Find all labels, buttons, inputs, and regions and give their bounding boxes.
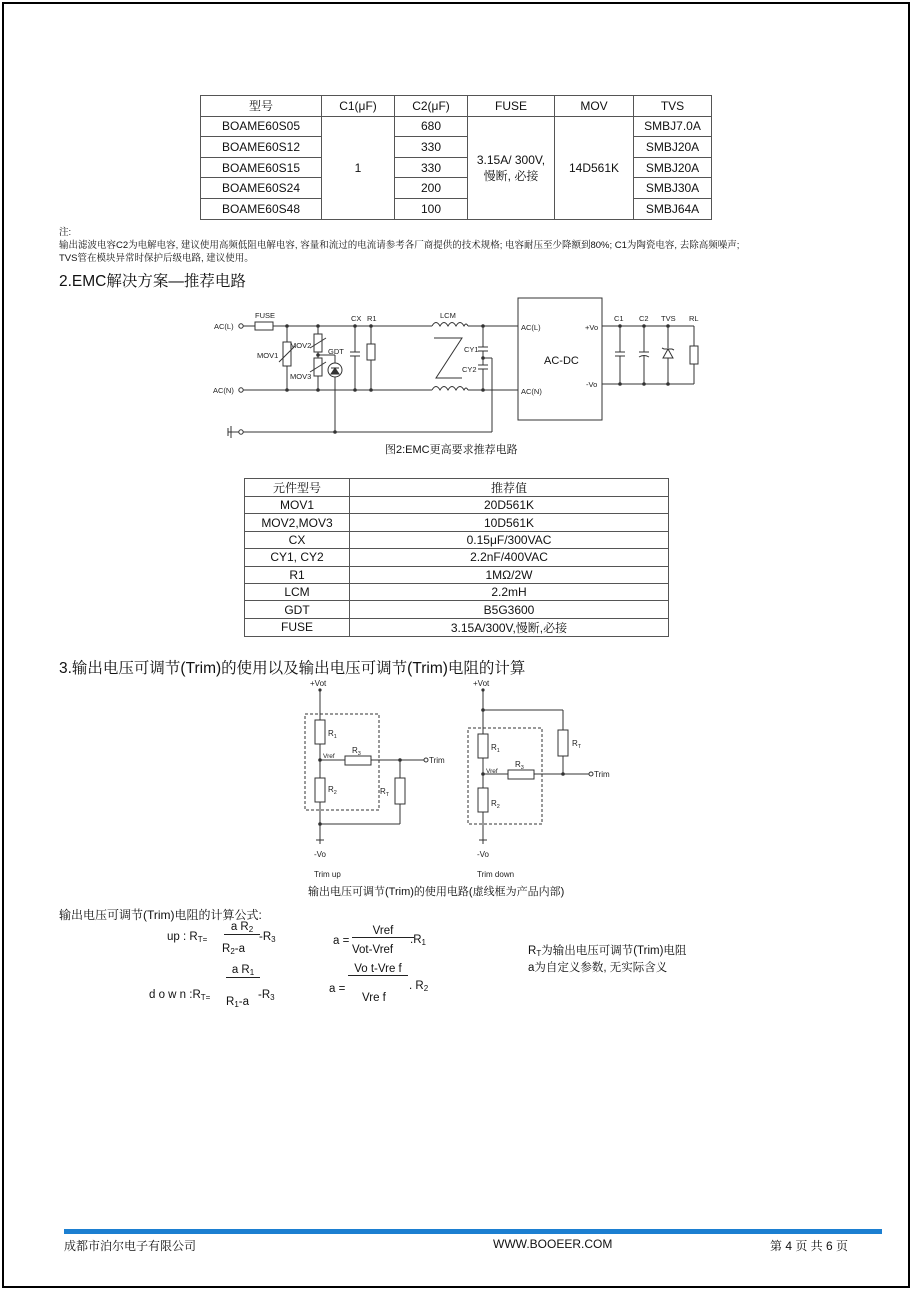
value-cell: 20D561K: [350, 497, 669, 514]
formula-intro: 输出电压可调节(Trim)电阻的计算公式:: [59, 908, 262, 922]
table-row: [201, 157, 712, 178]
label-tvs: TVS: [661, 314, 676, 323]
model-cell: BOAME60S48: [201, 198, 322, 219]
value-cell: 2.2mH: [350, 583, 669, 600]
legend-a: a为自定义参数, 无实际含义: [528, 962, 668, 974]
trim-down-module-box: [468, 728, 542, 824]
trim-down-trim: Trim: [594, 770, 610, 779]
formula-a1-tail: .R1: [410, 934, 426, 947]
trim-up-r2: [315, 778, 325, 802]
trim-up-vot: +Vot: [310, 679, 327, 688]
formula-a2-denominator: Vre f: [362, 992, 386, 1004]
tvs-cell: SMBJ20A: [634, 157, 712, 178]
component-table: [244, 478, 669, 637]
trim-up-r2-label: $R_2$: [328, 785, 337, 796]
trim-down-label: Trim down: [477, 870, 515, 879]
table-row: [245, 618, 669, 636]
label-acn: AC(N): [213, 386, 234, 395]
component-cell: CX: [245, 531, 350, 548]
tvs-cell: SMBJ30A: [634, 178, 712, 199]
formula-a2-numerator: Vo t-Vre f: [348, 963, 408, 976]
label-c2: C2: [639, 314, 649, 323]
trim-down-vref: Vref: [486, 768, 498, 775]
notes: [59, 226, 739, 265]
label-c1: C1: [614, 314, 624, 323]
model-cell: BOAME60S24: [201, 178, 322, 199]
trim-up-label: Trim up: [314, 870, 341, 879]
label-cx: CX: [351, 314, 362, 323]
component-cell: MOV2,MOV3: [245, 514, 350, 531]
formula-down-numerator: a R1: [226, 964, 260, 978]
label-cy1: CY1: [464, 345, 479, 354]
trim-down-rt-label: $R_T$: [572, 739, 582, 750]
formula-up-prefix: up : RT=: [167, 931, 208, 944]
formula-a1-numerator: Vref: [352, 925, 414, 938]
col-header: 元件型号: [245, 479, 350, 497]
footer-page-number: 第 4 页 共 6 页: [770, 1239, 849, 1253]
model-cell: BOAME60S12: [201, 137, 322, 158]
table-row: [245, 497, 669, 514]
tvs-symbol: [663, 349, 673, 358]
tvs-cell: SMBJ20A: [634, 137, 712, 158]
col-header: TVS: [634, 96, 712, 117]
col-header: FUSE: [468, 96, 555, 117]
component-cell: GDT: [245, 601, 350, 618]
rl-symbol: [690, 346, 698, 364]
r1-symbol: [367, 344, 375, 360]
trim-up-vo: -Vo: [314, 850, 327, 859]
trim-down-vot: +Vot: [473, 679, 490, 688]
spec-table: [200, 95, 712, 220]
table-row: [201, 137, 712, 158]
notes-label: 注:: [59, 227, 72, 238]
label-mov1: MOV1: [257, 351, 279, 360]
table-row: [245, 601, 669, 618]
lcm-coil-top: [432, 323, 468, 327]
c2-cell: 200: [395, 178, 468, 199]
col-header: 型号: [201, 96, 322, 117]
value-cell: 0.15μF/300VAC: [350, 531, 669, 548]
trim-up-vref: Vref: [323, 753, 335, 760]
fuse-cell: [468, 116, 555, 219]
col-header: C2(μF): [395, 96, 468, 117]
legend-rt: RT为输出电压可调节(Trim)电阻: [528, 945, 687, 958]
table-header-row: [245, 479, 669, 497]
tvs-cell: SMBJ64A: [634, 198, 712, 219]
table-row: [245, 566, 669, 583]
emc-circuit-diagram: [200, 292, 720, 444]
fuse-line2: 慢断, 必接: [483, 168, 539, 183]
formula-up-tail: -R3: [259, 931, 276, 944]
model-cell: BOAME60S15: [201, 157, 322, 178]
label-rl: RL: [689, 314, 699, 323]
formula-a2-tail: . R2: [409, 980, 429, 993]
trim-up-trim: Trim: [429, 756, 445, 765]
acn-terminal: [239, 388, 243, 392]
trim-up-r1: [315, 720, 325, 744]
formula-down-prefix: d o w n :RT=: [149, 989, 211, 1002]
trim-up-rt: [395, 778, 405, 804]
trim-up-r1-label: $R_1$: [328, 729, 337, 740]
c1-cell: 1: [322, 116, 395, 219]
label-module-acn: AC(N): [521, 387, 542, 396]
formula-down-denominator: R1-a: [226, 996, 249, 1009]
value-cell: 10D561K: [350, 514, 669, 531]
trim-down-r3-label: $R_3$: [515, 760, 524, 771]
table-row: [245, 583, 669, 600]
value-cell: 2.2nF/400VAC: [350, 549, 669, 566]
label-fuse: FUSE: [255, 311, 276, 320]
table-row: [201, 198, 712, 219]
label-r1: R1: [367, 314, 377, 323]
model-cell: BOAME60S05: [201, 116, 322, 137]
value-cell: B5G3600: [350, 601, 669, 618]
trim-up-r3-label: $R_3$: [352, 746, 361, 757]
label-acl: AC(L): [214, 322, 234, 331]
trim-down-r1-label: $R_1$: [491, 743, 500, 754]
component-cell: MOV1: [245, 497, 350, 514]
earth-terminal: [239, 430, 243, 434]
trim-up-module-box: [305, 714, 379, 810]
trim-up-diagram: [290, 676, 470, 882]
table-row: [201, 116, 712, 137]
col-header: 推荐值: [350, 479, 669, 497]
c2-cell: 680: [395, 116, 468, 137]
trim-down-vo: -Vo: [477, 850, 490, 859]
c2-cell: 330: [395, 157, 468, 178]
section2-title: 2.EMC解决方案—推荐电路: [59, 273, 246, 290]
mov-cell: 14D561K: [555, 116, 634, 219]
section3-title: 3.输出电压可调节(Trim)的使用以及输出电压可调节(Trim)电阻的计算: [59, 660, 526, 677]
notes-line1: 输出滤波电容C2为电解电容, 建议使用高频低阻电解电容, 容量和流过的电流请参考各厂商提供的技术规格; 电容耐压至少降额到80%; C1为陶瓷电容, 去除高频噪声;: [59, 240, 740, 251]
trim-down-r2-label: $R_2$: [491, 799, 500, 810]
label-cy2: CY2: [462, 365, 477, 374]
component-cell: LCM: [245, 583, 350, 600]
component-cell: FUSE: [245, 618, 350, 636]
fuse-line1: 3.15A/ 300V,: [476, 152, 546, 167]
label-vo-plus: +Vo: [585, 323, 599, 332]
table-row: [245, 549, 669, 566]
lcm-coil-bottom: [432, 387, 468, 391]
label-module-acl: AC(L): [521, 323, 541, 332]
label-mov3: MOV3: [290, 372, 312, 381]
label-mov2: MOV2: [290, 341, 312, 350]
formula-a2-prefix: a =: [329, 983, 346, 995]
footer-bar: [64, 1229, 882, 1234]
trim-down-r1: [478, 734, 488, 758]
acl-terminal: [239, 324, 243, 328]
formula-down-tail: -R3: [258, 989, 275, 1002]
label-gdt: GDT: [328, 347, 344, 356]
formula-a1-denominator: Vot-Vref: [352, 944, 394, 956]
value-cell: 3.15A/300V,慢断,必接: [350, 618, 669, 636]
trim-caption: 输出电压可调节(Trim)的使用电路(虚线框为产品内部): [308, 886, 565, 898]
notes-line2: TVS管在模块异常时保护后级电路, 建议使用。: [59, 253, 254, 264]
col-header: C1(μF): [322, 96, 395, 117]
trim-down-diagram: [455, 676, 635, 882]
value-cell: 1MΩ/2W: [350, 566, 669, 583]
trim-up-rt-label: $R_T$: [380, 787, 390, 798]
footer-company: 成都市泊尔电子有限公司: [64, 1239, 197, 1253]
trim-down-rt: [558, 730, 568, 756]
trim-down-r3: [508, 770, 534, 779]
component-cell: R1: [245, 566, 350, 583]
trim-up-r3: [345, 756, 371, 765]
label-lcm: LCM: [440, 311, 456, 320]
fuse-symbol: [255, 322, 273, 330]
figure2-caption: 图2:EMC更高要求推荐电路: [385, 444, 518, 456]
table-row: [245, 514, 669, 531]
formula-up-denominator: R2-a: [222, 943, 245, 956]
label-vo-minus: -Vo: [586, 380, 598, 389]
c2-cell: 330: [395, 137, 468, 158]
table-header-row: [201, 96, 712, 117]
trim-down-r2: [478, 788, 488, 812]
tvs-cell: SMBJ7.0A: [634, 116, 712, 137]
footer-website[interactable]: WWW.BOOEER.COM: [493, 1237, 613, 1251]
c2-cell: 100: [395, 198, 468, 219]
formula-a1-prefix: a =: [333, 935, 350, 947]
table-row: [245, 531, 669, 548]
component-cell: CY1, CY2: [245, 549, 350, 566]
label-acdc: AC-DC: [544, 355, 579, 367]
table-row: [201, 178, 712, 199]
col-header: MOV: [555, 96, 634, 117]
formula-up-numerator: a R2: [224, 921, 260, 935]
